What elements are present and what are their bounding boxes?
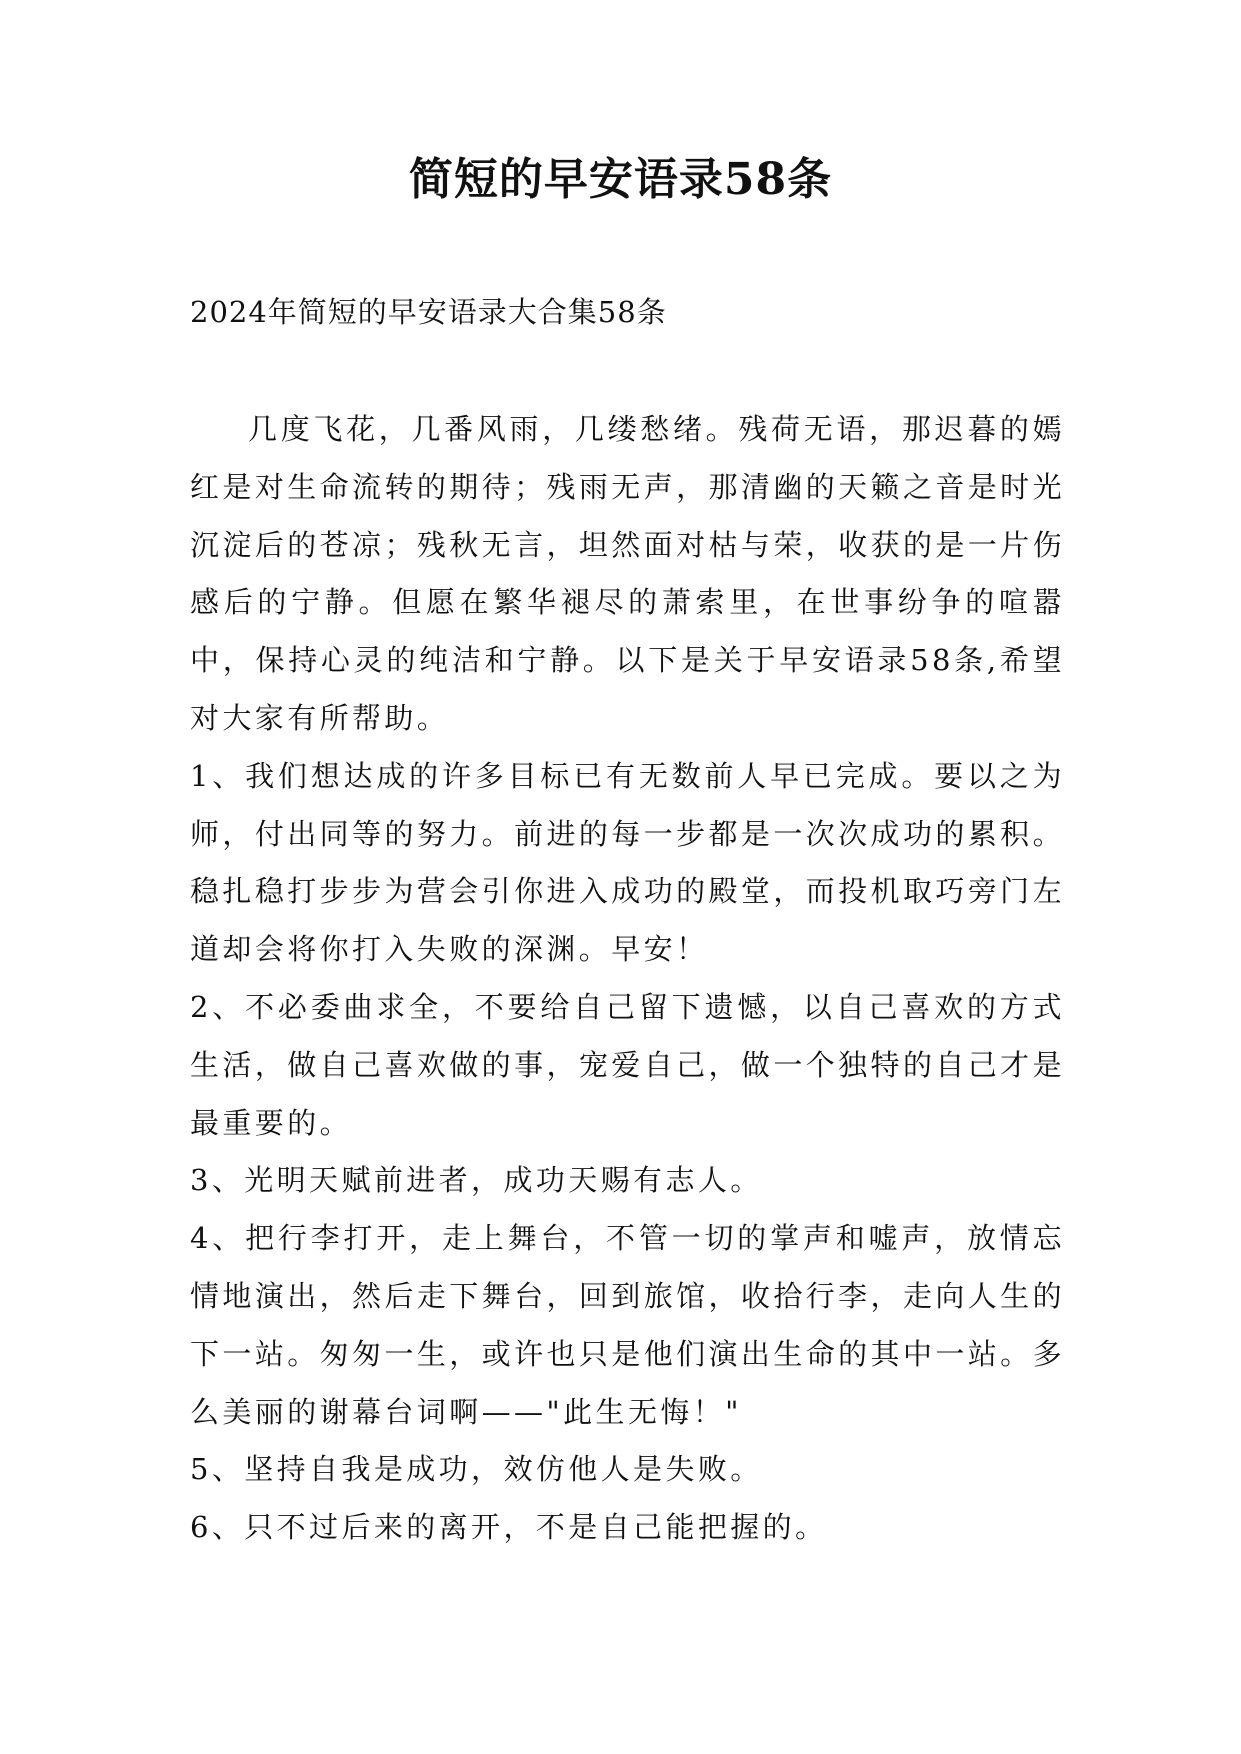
- list-item: 4、把行李打开，走上舞台，不管一切的掌声和嘘声，放情忘情地演出，然后走下舞台，回到旅馆，收拾行李，走向人生的下一站。匆匆一生，或许也只是他们演出生命的其中一站。多么美丽的谢幕台词啊——"此生无悔！": [190, 1221, 1065, 1429]
- list-item: 1、我们想达成的许多目标已有无数前人早已完成。要以之为师，付出同等的努力。前进的每一步都是一次次成功的累积。稳扎稳打步步为营会引你进入成功的殿堂，而投机取巧旁门左道却会将你打入失败的深渊。早安！: [190, 758, 1065, 967]
- list-item: 3、光明天赋前进者，成功天赐有志人。: [190, 1163, 763, 1198]
- list-item: 5、坚持自我是成功，效仿他人是失败。: [190, 1452, 763, 1487]
- document-title: 简短的早安语录58条: [408, 154, 833, 205]
- document-subtitle: 2024年简短的早安语录大合集58条: [190, 295, 667, 329]
- list-item: 6、只不过后来的离开，不是自己能把握的。: [190, 1510, 828, 1545]
- intro-paragraph: 几度飞花，几番风雨，几缕愁绪。残荷无语，那迟暮的嫣红是对生命流转的期待；残雨无声，那清幽的天籁之音是时光沉淀后的苍凉；残秋无言，坦然面对枯与荣，收获的是一片伤感后的宁静。但愿在繁华褪尽的萧索里，在世事纷争的喧嚣中，保持心灵的纯洁和宁静。以下是关于早安语录58条,希望对大家有所帮助。: [190, 412, 1065, 735]
- document-body: [190, 401, 1065, 1557]
- list-item: 2、不必委曲求全，不要给自己留下遗憾，以自己喜欢的方式生活，做自己喜欢做的事，宠爱自己，做一个独特的自己才是最重要的。: [190, 989, 1065, 1140]
